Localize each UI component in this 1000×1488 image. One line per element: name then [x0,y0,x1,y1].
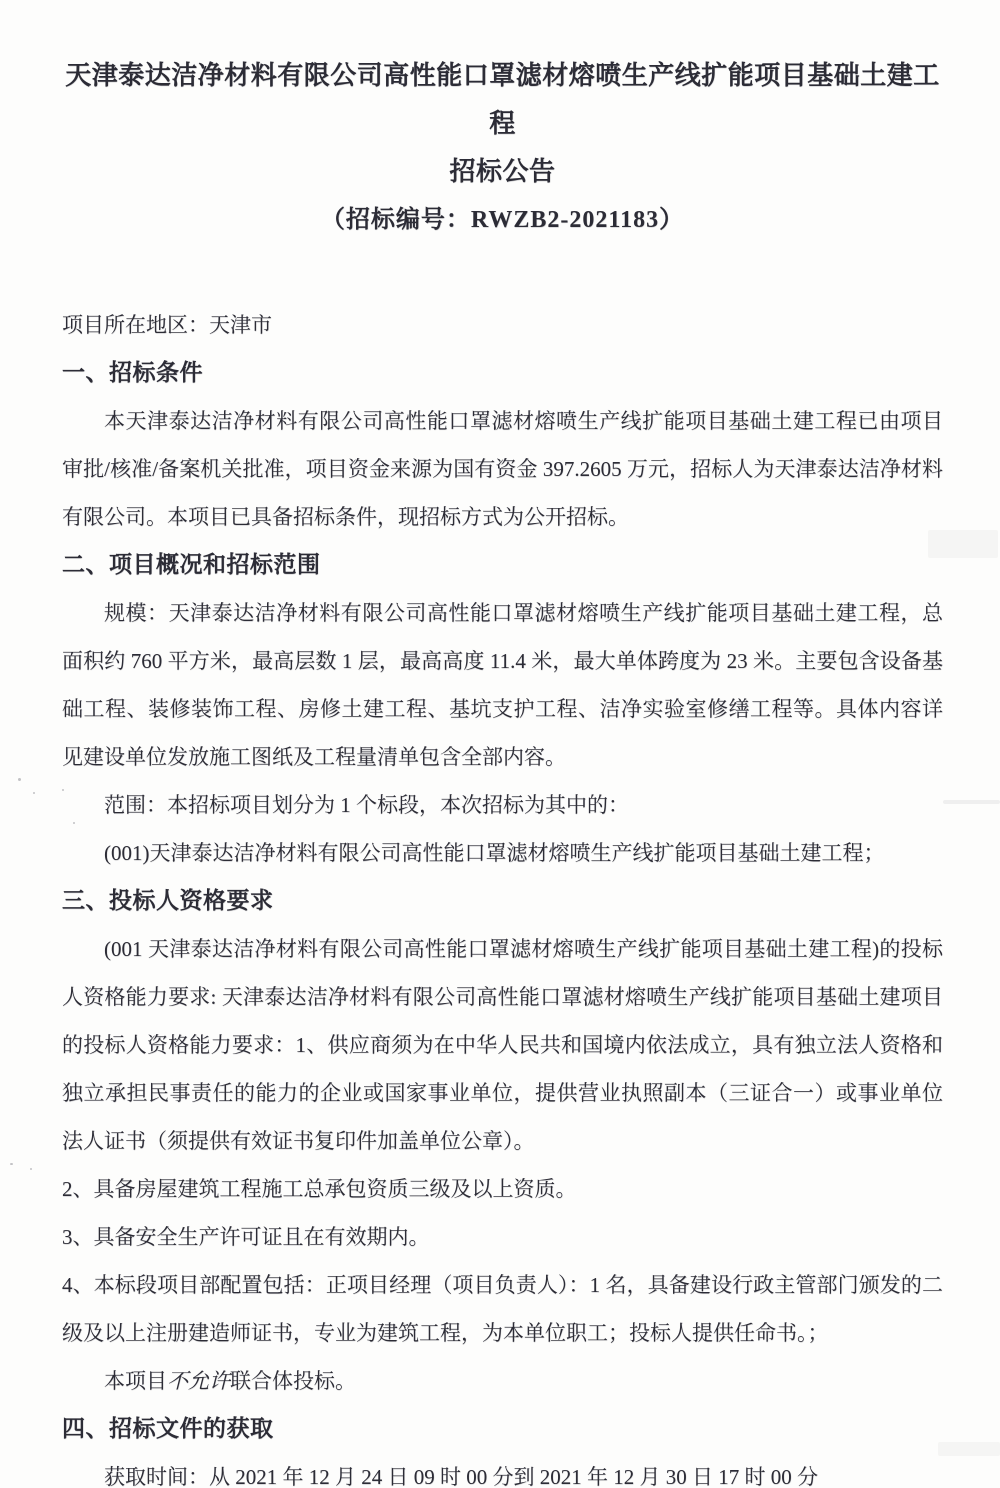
scan-smudge [938,1442,1000,1456]
document-body [62,301,943,1488]
consortium-note-suffix: 联合体投标。 [230,1369,356,1393]
scan-speckle [10,1163,13,1165]
section-3-consortium-note [62,1357,943,1405]
document-header [62,52,943,244]
document-title-line2: 招标公告 [449,157,556,186]
scan-speckle [62,789,64,791]
scan-speckle [33,792,35,794]
section-4-heading: 四、招标文件的获取 [62,1416,274,1441]
scan-speckle [18,778,21,781]
scan-smudge [928,530,998,558]
bid-number: （招标编号：RWZB2-2021183） [320,207,685,233]
section-2-scope-paragraph: 范围：本招标项目划分为 1 个标段，本次招标为其中的： [104,793,629,817]
section-2-lot-paragraph: (001)天津泰达洁净材料有限公司高性能口罩滤材熔喷生产线扩能项目基础土建工程； [104,841,885,865]
section-4-time-paragraph: 获取时间：从 2021 年 12 月 24 日 09 时 00 分到 2021 年 12 月 30 日 17 时 00 分 [104,1465,818,1488]
scan-speckle [30,1168,32,1170]
document-title-line1: 天津泰达洁净材料有限公司高性能口罩滤材熔喷生产线扩能项目基础土建工程 [65,61,940,138]
section-3-item-3: 3、具备安全生产许可证且在有效期内。 [62,1225,430,1249]
section-3-item-4: 4、本标段项目部配置包括：正项目经理（项目负责人）：1 名，具备建设行政主管部门颁发的二级及以上注册建造师证书，专业为建筑工程，为本单位职工；投标人提供任命书。； [62,1273,943,1345]
section-3-item-2: 2、具备房屋建筑工程施工总承包资质三级及以上资质。 [62,1177,577,1201]
section-3-qualification-paragraph: (001 天津泰达洁净材料有限公司高性能口罩滤材熔喷生产线扩能项目基础土建工程)的投标人资格能力要求: 天津泰达洁净材料有限公司高性能口罩滤材熔喷生产线扩能项目基础土建项目的投标人资格能力要求：1、供应商须为在中华人民共和国境内依法成立，具有独立法人资格和独立承担民事责任的能力的企业或国家事业单位，提供营业执照副本（三证合一）或事业单位法人证书（须提供有效证书复印件加盖单位公章）。 [62,937,943,1153]
project-location: 项目所在地区：天津市 [62,313,272,337]
section-1-heading: 一、招标条件 [62,360,203,385]
section-2-heading: 二、项目概况和招标范围 [62,552,321,577]
scan-speckle [73,822,75,824]
section-1-paragraph: 本天津泰达洁净材料有限公司高性能口罩滤材熔喷生产线扩能项目基础土建工程已由项目审批/核准/备案机关批准，项目资金来源为国有资金 397.2605 万元，招标人为天津泰达洁净材料有限公司。本项目已具备招标条件，现招标方式为公开招标。 [62,409,943,529]
scan-smudge [943,800,1000,804]
section-3-heading: 三、投标人资格要求 [62,888,274,913]
consortium-note-prefix: 本项目 [104,1369,167,1393]
section-2-scale-paragraph: 规模：天津泰达洁净材料有限公司高性能口罩滤材熔喷生产线扩能项目基础土建工程，总面积约 760 平方米，最高层数 1 层，最高高度 11.4 米，最大单体跨度为 23 米。主要包含设备基础工程、装修装饰工程、房修土建工程、基坑支护工程、洁净实验室修缮工程等。具体内容详见建设单位发放施工图纸及工程量清单包含全部内容。 [62,601,943,769]
consortium-note-emphasis: 不允许 [167,1369,230,1393]
